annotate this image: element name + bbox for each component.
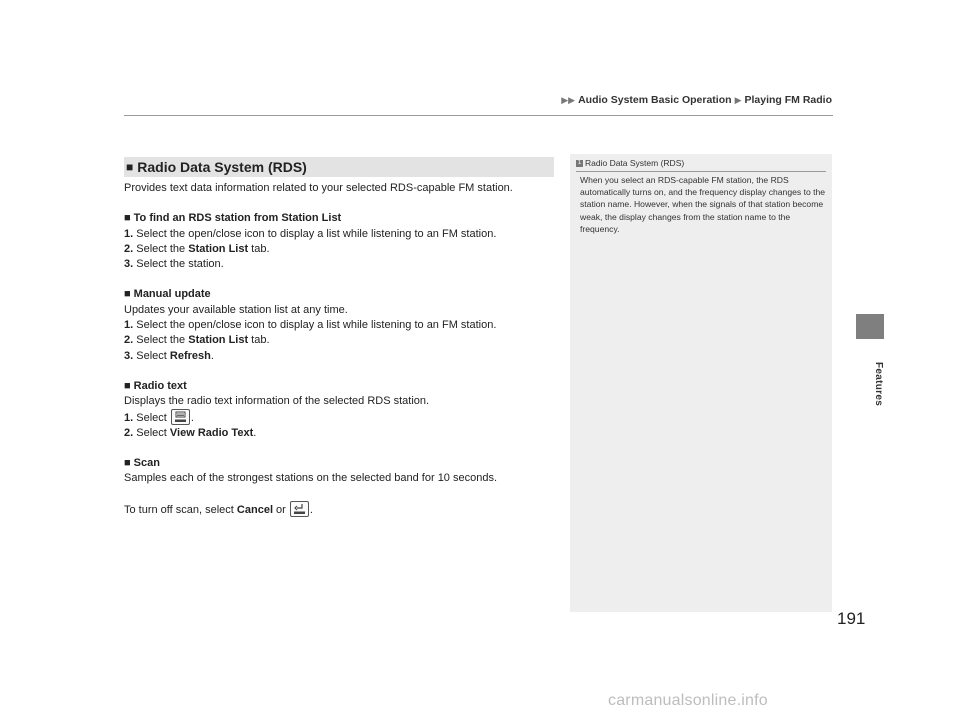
breadcrumb xyxy=(561,94,832,106)
step: 1. Select . xyxy=(124,410,564,426)
note-marker-icon: 1 xyxy=(577,159,582,166)
subsection-heading: ■ Radio text xyxy=(124,379,564,394)
step: 1. Select the open/close icon to display a list while listening to an FM station. xyxy=(124,319,497,332)
header-divider xyxy=(124,115,833,116)
step: 2. Select the Station List tab. xyxy=(124,242,270,255)
subsection-desc: Displays the radio text information of the selected RDS station. xyxy=(124,395,430,408)
breadcrumb-item: Audio System Basic Operation xyxy=(578,94,732,106)
main-content xyxy=(124,181,564,518)
subsection-desc: Samples each of the strongest stations on the selected band for 10 seconds. xyxy=(124,472,498,485)
step: 2. Select View Radio Text. xyxy=(124,426,257,439)
subsection-desc: Updates your available station list at any time. xyxy=(124,303,348,316)
section-title: Radio Data System (RDS) xyxy=(137,159,307,175)
chapter-label: Features xyxy=(873,361,884,407)
section-intro: Provides text data information related to your selected RDS-capable FM station. xyxy=(124,182,513,194)
square-bullet-icon: ■ xyxy=(124,379,131,392)
page-number: 191 xyxy=(837,609,866,628)
subsection-heading: ■ Scan xyxy=(124,456,564,471)
watermark: carmanualsonline.info xyxy=(608,692,768,709)
square-bullet-icon: ■ xyxy=(124,288,131,301)
section-header xyxy=(124,157,554,177)
breadcrumb-arrow-icon: ▶▶ xyxy=(561,94,576,105)
note-body: When you select an RDS-capable FM station, the RDS automatically turns on, and the frequency display changes to the station name. However, when the signals of that station become weak, the display changes from the station name to the frequency. xyxy=(580,175,826,234)
step: 3. Select Refresh. xyxy=(124,349,214,362)
chapter-tab xyxy=(856,314,884,339)
step: 1. Select the open/close icon to display a list while listening to an FM station. xyxy=(124,227,497,240)
subsection-heading: ■ Manual update xyxy=(124,287,564,302)
step: 3. Select the station. xyxy=(124,258,224,271)
note-panel xyxy=(570,154,832,612)
step: 2. Select the Station List tab. xyxy=(124,334,270,347)
subsection-heading: ■ To find an RDS station from Station List xyxy=(124,211,564,226)
breadcrumb-arrow-icon: ▶ xyxy=(734,94,742,105)
menu-button-icon xyxy=(171,409,190,425)
square-bullet-icon: ■ xyxy=(124,212,131,225)
back-button-icon xyxy=(290,501,309,517)
square-bullet-icon: ■ xyxy=(126,160,134,174)
square-bullet-icon: ■ xyxy=(124,457,131,470)
note-title: 1 Radio Data System (RDS) xyxy=(576,158,826,172)
breadcrumb-item: Playing FM Radio xyxy=(744,94,832,106)
scan-outro: To turn off scan, select Cancel or . xyxy=(124,502,564,518)
